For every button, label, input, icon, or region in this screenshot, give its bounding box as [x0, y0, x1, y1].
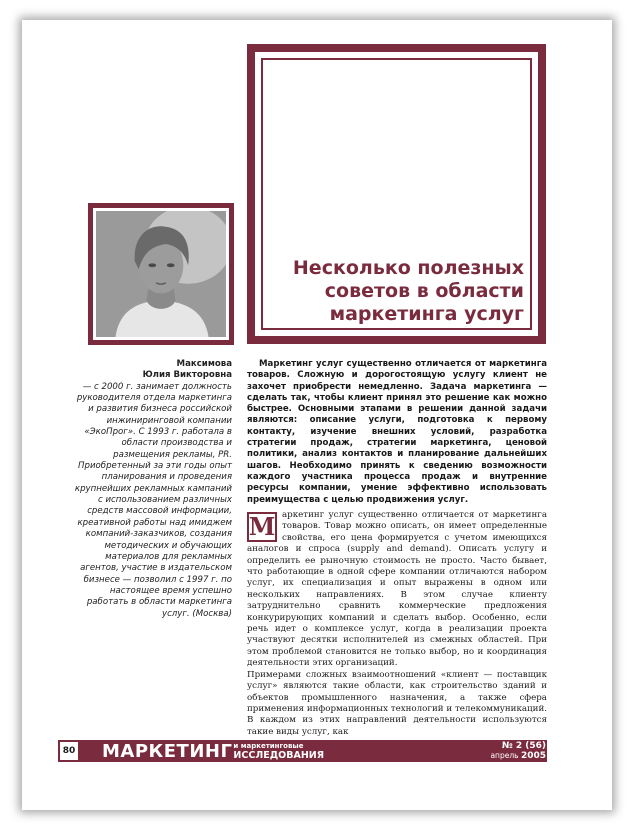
issue-date: [490, 751, 546, 761]
title-frame: [247, 44, 546, 344]
issue-year: 2005: [520, 751, 546, 761]
magazine-logo-main: МАРКЕТИНГ: [102, 740, 233, 762]
issue-number: № 2 (56): [501, 741, 546, 751]
magazine-logo-sub: [233, 742, 324, 760]
issue-info: [490, 741, 546, 761]
article-lead: Маркетинг услуг существенно отличается от маркетинга товаров. Сложную и дорогостоящую услугу клиент не захочет приобрести немедленно. Задача маркетинга — сделать так, чтобы клиент принял это решение как можно быстрее. Основными этапами в решении данной задачи являются: описание услуги, подготовка к первому контакту, изучение внешних условий, разработка стратегии продаж, стратегии маркетинга, ценовой политики, анализ контактов и планирование дальнейших шагов. Необходимо принять к сведению возможности каждого участника процесса продаж и внутренние ресурсы компании, умение эффективно использовать преимущества с целью продвижения услуг.: [247, 359, 547, 505]
dropcap-letter: М: [248, 512, 276, 542]
article-title: Несколько полезных советов в области маркетинга услуг: [292, 257, 524, 325]
magazine-logo-sub-bottom: ИССЛЕДОВАНИЯ: [233, 750, 325, 761]
author-photo: [96, 211, 226, 337]
dropcap-box: [247, 512, 277, 542]
author-surname: Максимова: [176, 359, 232, 369]
author-photo-frame: [88, 203, 234, 345]
page-number: 80: [58, 740, 80, 762]
author-portrait-image: [96, 211, 226, 337]
author-first-names: Юлия Викторовна: [142, 370, 232, 381]
magazine-logo: [102, 740, 324, 762]
body-paragraph: Примерами сложных взаимоотношений «клиент — поставщик услуг» являются такие области, как строительство зданий и объектов промышленного назначения, а также сфера применения информационных технологий и телекоммуникаций. В каждом из этих направлений деятельности используются такие виды услуг, как: [247, 669, 547, 737]
author-bio-text: — с 2000 г. занимает должность руководителя отдела маркетинга и развития бизнеса российской инжиниринговой компании «ЭкоПрог». С 1993 г. работала в области производства и размещения рекламы, PR. Приобретенный за эти годы опыт планирования и проведения крупнейших рекламных кампаний с использованием различных средств массовой информации, креативной работы над имиджем компаний-заказчиков, создания методических и обучающих материалов для рекламных агентов, участие в издательском бизнесе — позволил с 1997 г. по настоящее время успешно работать в области маркетинга услуг. (Москва): [74, 381, 232, 619]
body-paragraph: аркетинг услуг существенно отличается от маркетинга товаров. Товар можно описать, он имеет определенные свойства, его цена формируется с учетом имеющихся аналогов и спроса (supply and demand). Описать услугу и определить ее рыночную стоимость не просто. Часто бывает, что работающие в одной сфере компании отличаются набором услуг, их специализация и опыт выражены в одном или нескольких направлениях. В этом случае клиенту затруднительно сравнить коммерческие предложения конкурирующих компаний и сделать выбор. Особенно, если речь идет о комплексе услуг, когда в реализации проекта участвуют десятки исполнителей из смежных областей. При этом проблемой становится не только выбор, но и координация деятельности этих организаций.: [247, 510, 547, 669]
author-bio: [74, 359, 232, 620]
magazine-logo-sub-top: и маркетинговые: [233, 742, 304, 750]
article-body: [247, 510, 547, 738]
issue-month: апрель: [490, 751, 519, 760]
